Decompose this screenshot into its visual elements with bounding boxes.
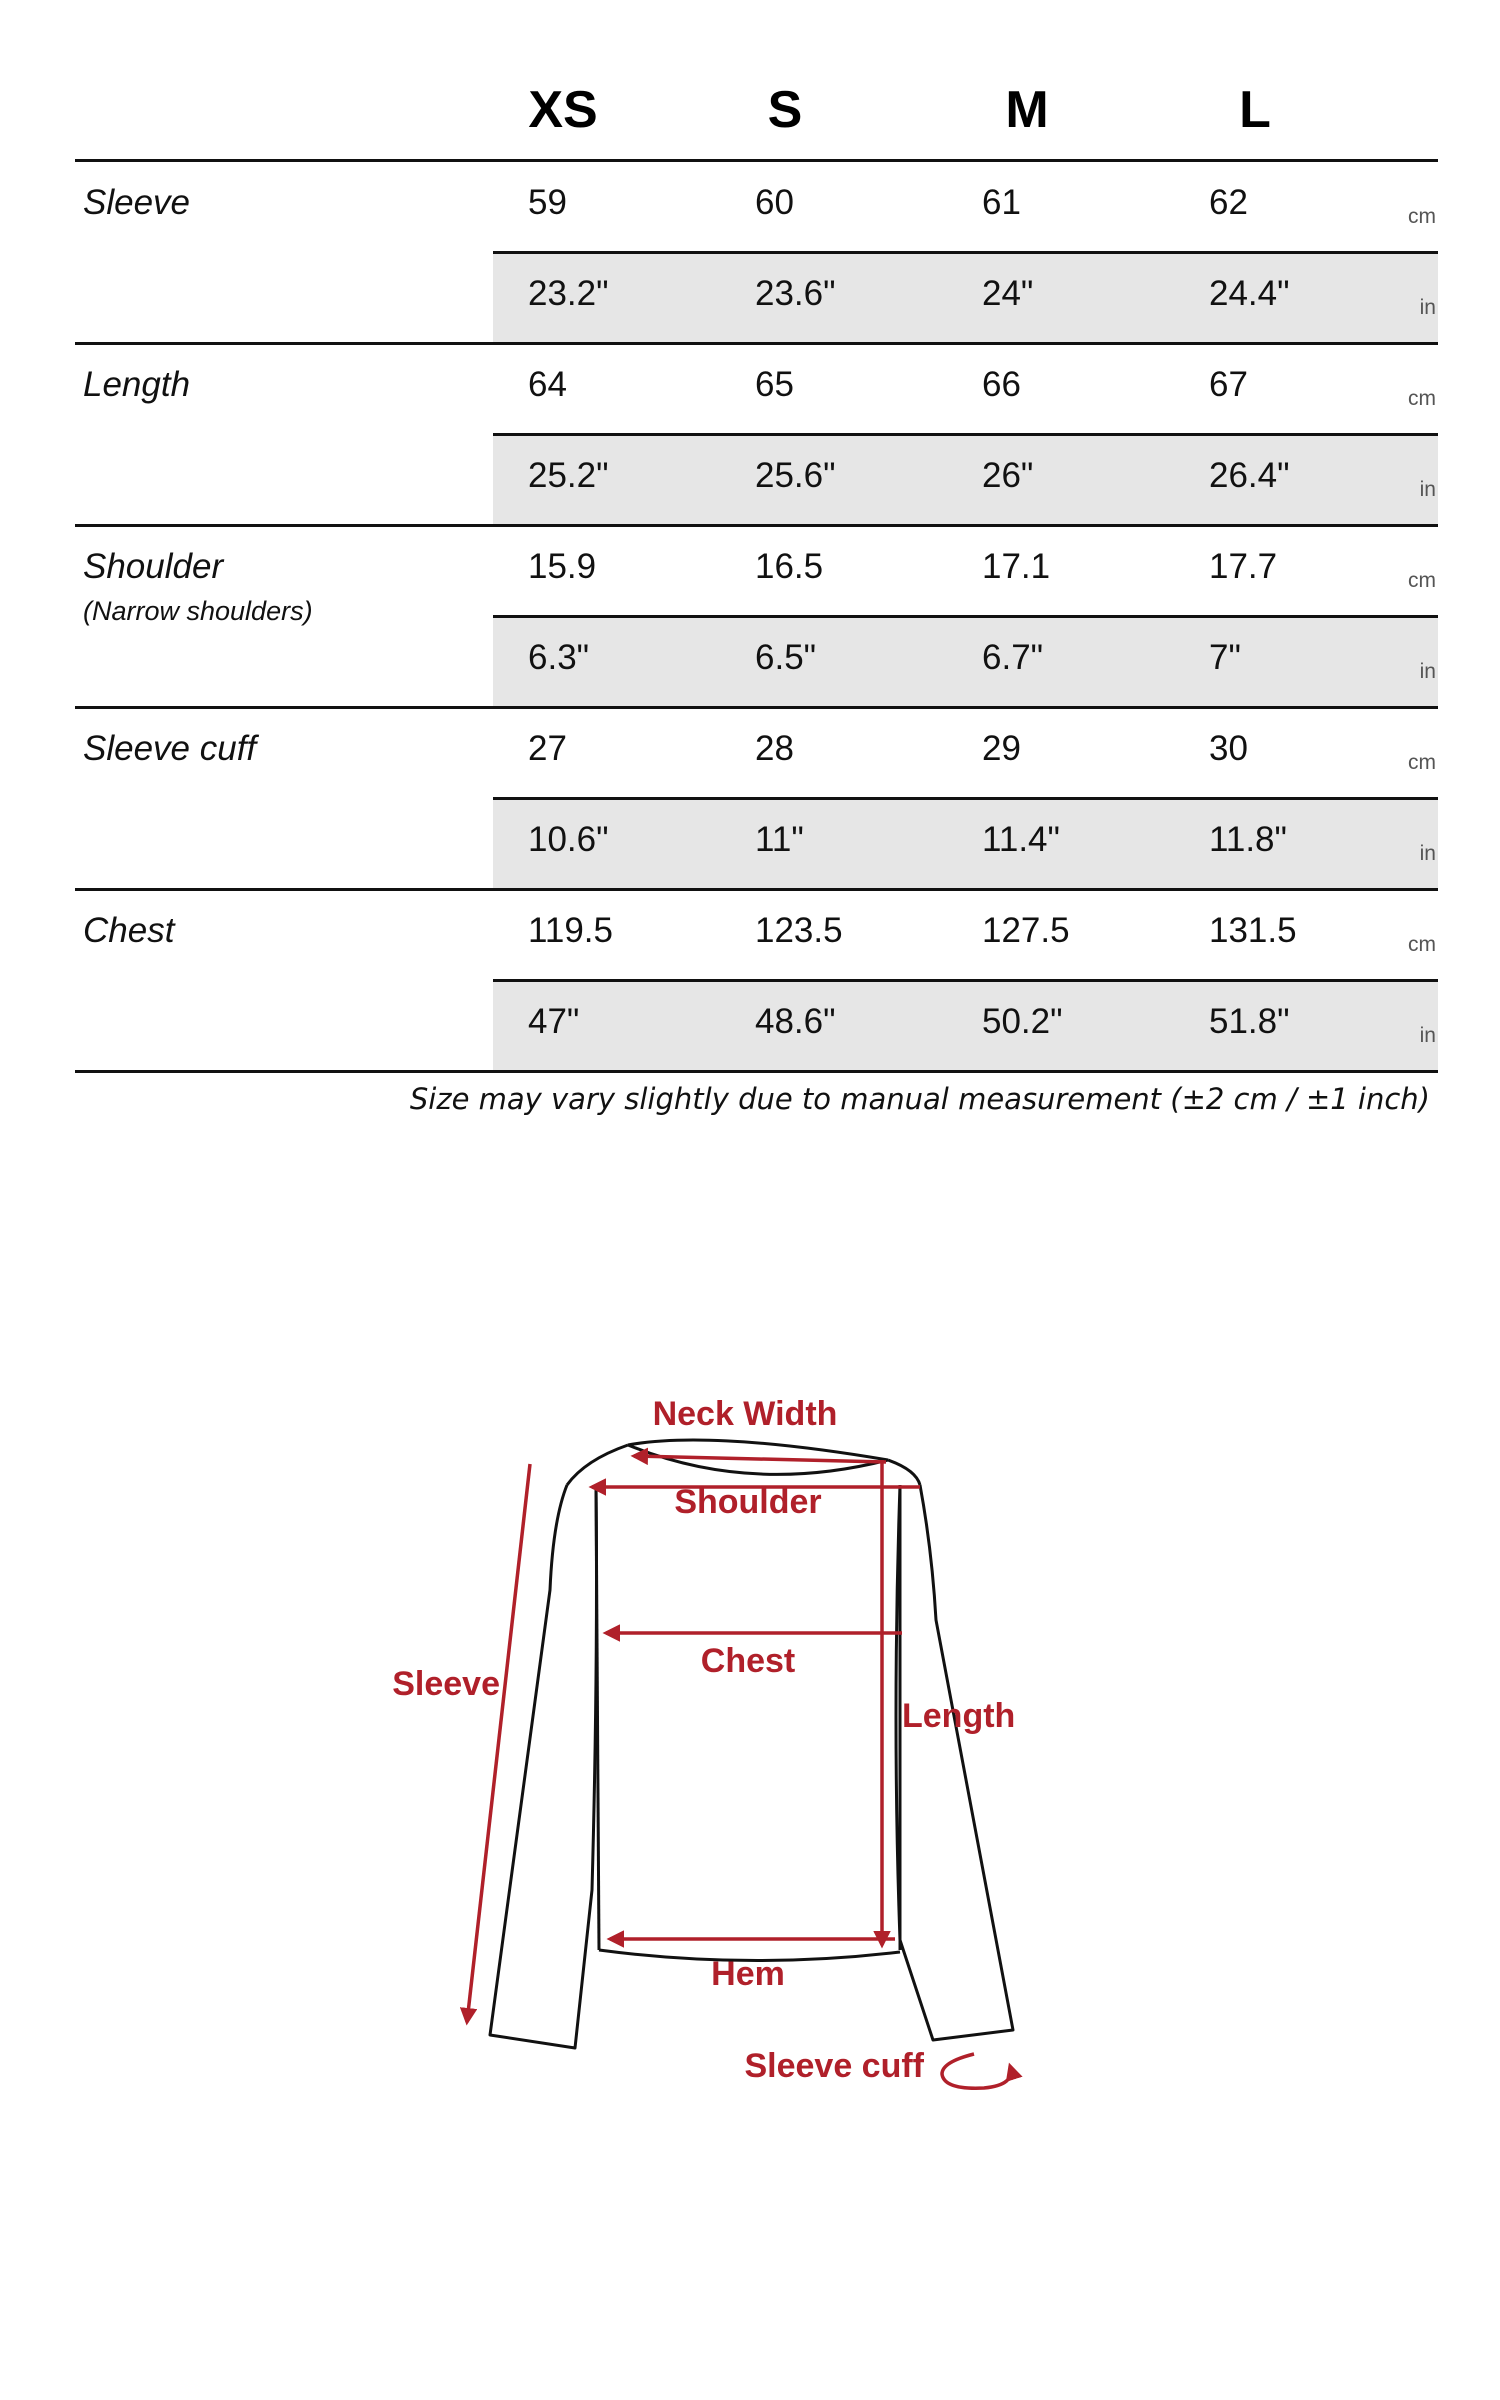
unit-in-label: in xyxy=(1419,296,1436,319)
cell-sleeve-cuff-in-l: 11.8" xyxy=(1209,820,1287,859)
cell-length-in-l: 26.4" xyxy=(1209,456,1290,495)
label-sleeve: Sleeve xyxy=(392,1665,500,1703)
row-divider xyxy=(493,797,1438,800)
inch-row-band xyxy=(493,435,1438,524)
row-separator xyxy=(75,342,1438,345)
cell-length-in-xs: 25.2" xyxy=(528,456,609,495)
row-separator xyxy=(75,524,1438,527)
cell-length-cm-m: 66 xyxy=(982,365,1021,404)
unit-cm-label: cm xyxy=(1408,751,1436,774)
cell-shoulder-in-l: 7" xyxy=(1209,638,1241,677)
unit-cm-label: cm xyxy=(1408,387,1436,410)
row-separator xyxy=(75,888,1438,891)
row-sublabel-shoulder: (Narrow shoulders) xyxy=(83,596,313,626)
cell-shoulder-cm-m: 17.1 xyxy=(982,547,1051,586)
shoulder-right xyxy=(888,1460,920,1485)
row-divider xyxy=(493,433,1438,436)
cell-length-cm-l: 67 xyxy=(1209,365,1248,404)
garment-diagram-svg xyxy=(370,1370,1050,2110)
cell-sleeve-cm-s: 60 xyxy=(755,183,794,222)
cell-sleeve-in-l: 24.4" xyxy=(1209,274,1290,313)
cell-shoulder-cm-l: 17.7 xyxy=(1209,547,1278,586)
size-header-xs: XS xyxy=(528,81,598,139)
cell-chest-cm-xs: 119.5 xyxy=(528,911,613,950)
cell-shoulder-in-s: 6.5" xyxy=(755,638,817,677)
cell-chest-cm-s: 123.5 xyxy=(755,911,843,950)
row-divider xyxy=(493,251,1438,254)
body-left-side xyxy=(596,1485,599,1950)
cell-length-cm-xs: 64 xyxy=(528,365,567,404)
cell-chest-cm-l: 131.5 xyxy=(1209,911,1297,950)
cell-sleeve-in-s: 23.6" xyxy=(755,274,836,313)
cell-sleeve-cuff-in-xs: 10.6" xyxy=(528,820,609,859)
unit-in-label: in xyxy=(1419,1024,1436,1047)
size-header-s: S xyxy=(767,81,803,139)
label-shoulder: Shoulder xyxy=(674,1483,822,1521)
cell-sleeve-cm-l: 62 xyxy=(1209,183,1248,222)
sleeve-cuff-arrow xyxy=(942,2054,1011,2088)
unit-cm-label: cm xyxy=(1408,569,1436,592)
table-top-rule xyxy=(75,159,1438,162)
unit-cm-label: cm xyxy=(1408,933,1436,956)
size-chart-table xyxy=(0,0,1500,1160)
size-header-m: M xyxy=(1005,81,1049,139)
inch-row-band xyxy=(493,981,1438,1070)
row-label-length: Length xyxy=(83,365,191,404)
sleeve-arrow xyxy=(467,1464,530,2022)
cell-sleeve-cm-xs: 59 xyxy=(528,183,567,222)
label-neck-width: Neck Width xyxy=(652,1395,838,1433)
measurement-diagram xyxy=(370,1370,1050,2110)
cell-chest-cm-m: 127.5 xyxy=(982,911,1070,950)
cell-sleeve-cuff-in-s: 11" xyxy=(755,820,804,859)
cell-sleeve-cuff-cm-l: 30 xyxy=(1209,729,1248,768)
label-length: Length xyxy=(902,1697,1016,1735)
size-header-l: L xyxy=(1239,81,1271,139)
label-chest: Chest xyxy=(700,1642,796,1680)
row-label-sleeve-cuff: Sleeve cuff xyxy=(83,729,257,768)
shoulder-left xyxy=(567,1445,628,1485)
cell-length-in-s: 25.6" xyxy=(755,456,836,495)
cell-chest-in-m: 50.2" xyxy=(982,1002,1063,1041)
cell-chest-in-s: 48.6" xyxy=(755,1002,836,1041)
table-bottom-rule xyxy=(75,1070,1438,1073)
cell-chest-in-xs: 47" xyxy=(528,1002,580,1041)
cell-sleeve-cuff-in-m: 11.4" xyxy=(982,820,1060,859)
inch-row-band xyxy=(493,617,1438,706)
cell-sleeve-cm-m: 61 xyxy=(982,183,1021,222)
unit-cm-label: cm xyxy=(1408,205,1436,228)
unit-in-label: in xyxy=(1419,478,1436,501)
row-divider xyxy=(493,615,1438,618)
cell-shoulder-in-m: 6.7" xyxy=(982,638,1044,677)
row-divider xyxy=(493,979,1438,982)
cell-shoulder-cm-xs: 15.9 xyxy=(528,547,597,586)
label-hem: Hem xyxy=(711,1955,785,1993)
row-label-chest: Chest xyxy=(83,911,175,950)
cell-sleeve-cuff-cm-s: 28 xyxy=(755,729,794,768)
measurement-note: Size may vary slightly due to manual measurement (±2 cm / ±1 inch) xyxy=(409,1082,1430,1116)
cell-sleeve-in-m: 24" xyxy=(982,274,1034,313)
cell-length-cm-s: 65 xyxy=(755,365,794,404)
row-label-shoulder: Shoulder xyxy=(83,547,224,586)
inch-row-band xyxy=(493,799,1438,888)
unit-in-label: in xyxy=(1419,842,1436,865)
sleeve-right xyxy=(896,1485,1016,2040)
label-sleeve-cuff: Sleeve cuff xyxy=(744,2047,924,2085)
cell-sleeve-in-xs: 23.2" xyxy=(528,274,609,313)
row-label-sleeve: Sleeve xyxy=(83,183,191,222)
sleeve-left xyxy=(490,1485,597,2048)
unit-in-label: in xyxy=(1419,660,1436,683)
cell-shoulder-in-xs: 6.3" xyxy=(528,638,590,677)
row-separator xyxy=(75,706,1438,709)
cell-length-in-m: 26" xyxy=(982,456,1034,495)
cell-sleeve-cuff-cm-m: 29 xyxy=(982,729,1021,768)
cell-sleeve-cuff-cm-xs: 27 xyxy=(528,729,567,768)
cell-chest-in-l: 51.8" xyxy=(1209,1002,1290,1041)
cell-shoulder-cm-s: 16.5 xyxy=(755,547,824,586)
inch-row-band xyxy=(493,253,1438,342)
